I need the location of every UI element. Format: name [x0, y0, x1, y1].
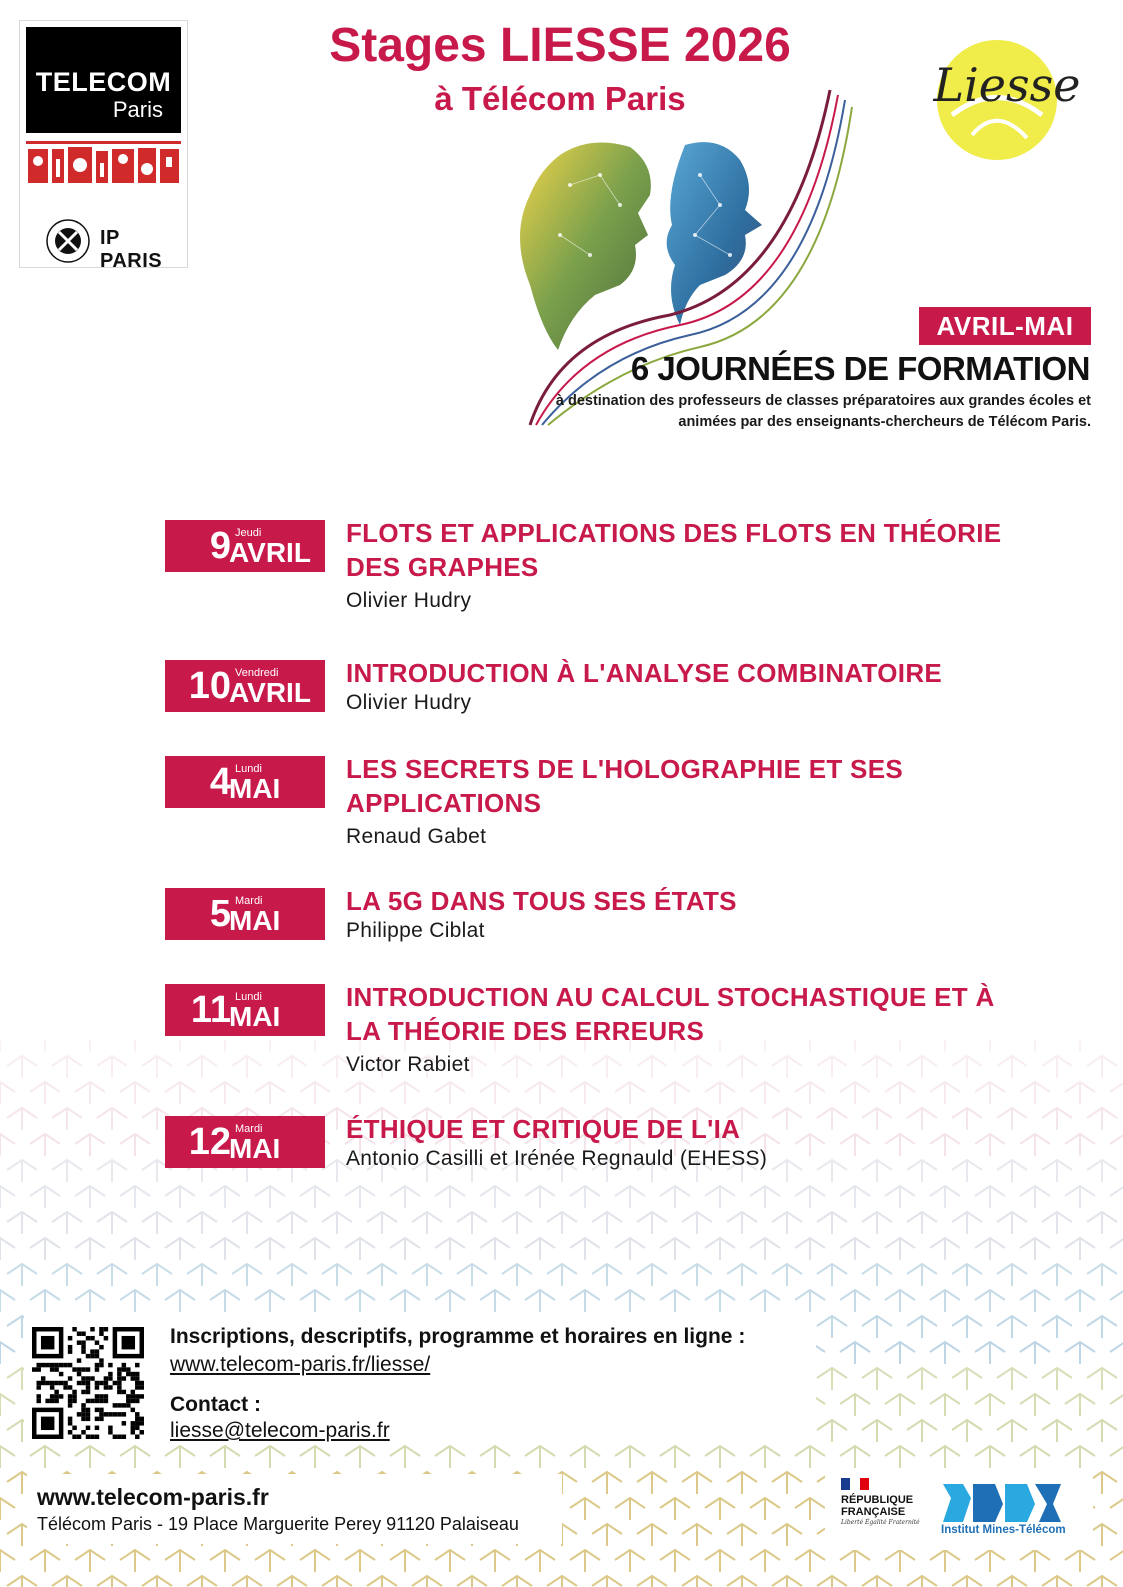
telecom-logo-word: TELECOM — [35, 67, 172, 97]
rf-line-1: RÉPUBLIQUE — [841, 1494, 914, 1506]
session-speaker: Philippe Ciblat — [346, 919, 485, 942]
session-speaker: Antonio Casilli et Irénée Regnauld (EHESS) — [346, 1147, 768, 1170]
contact-heading: Contact : — [170, 1393, 261, 1416]
page-title: Stages LIESSE 2026 — [329, 19, 791, 72]
training-days-headline: 6 JOURNÉES DE FORMATION — [630, 350, 1090, 387]
date-month: MAI — [229, 905, 281, 936]
registration-link[interactable]: www.telecom-paris.fr/liesse/ — [170, 1353, 431, 1376]
session-title: LES SECRETS DE L'HOLOGRAPHIE ET SES APPLICATIONS — [346, 754, 903, 818]
registration-heading: Inscriptions, descriptifs, programme et horaires en ligne : — [170, 1325, 746, 1348]
liesse-logo — [912, 20, 1102, 160]
contact-email-link[interactable]: liesse@telecom-paris.fr — [170, 1419, 390, 1442]
registration-panel — [24, 1315, 816, 1443]
date-month: AVRIL — [229, 677, 311, 708]
telecom-logo-city: Paris — [112, 97, 163, 122]
footer-website[interactable]: www.telecom-paris.fr — [37, 1484, 269, 1510]
date-day: 10 — [188, 665, 231, 707]
rf-line-2: FRANÇAISE — [841, 1506, 906, 1518]
date-badge — [165, 520, 325, 572]
date-weekday: Jeudi — [235, 527, 262, 539]
date-month: MAI — [229, 773, 281, 804]
session-title: INTRODUCTION À L'ANALYSE COMBINATOIRE — [346, 658, 943, 688]
french-flag-icon — [841, 1478, 869, 1490]
page-subtitle: à Télécom Paris — [434, 80, 686, 117]
date-badge — [165, 660, 325, 712]
date-weekday: Lundi — [235, 991, 262, 1003]
date-weekday: Lundi — [235, 763, 262, 775]
date-badge — [165, 984, 325, 1036]
session-title: LA 5G DANS TOUS SES ÉTATS — [346, 886, 737, 916]
period-badge: AVRIL-MAI — [919, 307, 1091, 345]
date-weekday: Mardi — [235, 895, 263, 907]
session-speaker: Olivier Hudry — [346, 691, 472, 714]
footer-address-block — [27, 1474, 562, 1544]
telecom-red-frieze-icon — [26, 139, 181, 185]
qr-code-icon[interactable] — [32, 1327, 144, 1439]
training-description: à destination des professeurs de classes préparatoires aux grandes écoles et animées par des enseignants-chercheurs de Télécom Paris. — [555, 393, 1091, 430]
date-weekday: Vendredi — [235, 667, 279, 679]
date-badge — [165, 756, 325, 808]
date-day: 9 — [209, 525, 231, 567]
partner-logos — [825, 1470, 1093, 1550]
ip-paris-label: IP PARIS — [100, 227, 163, 272]
session-title: FLOTS ET APPLICATIONS DES FLOTS EN THÉORIE DES GRAPHES — [346, 518, 1002, 582]
liesse-logo-text: Liesse — [933, 58, 1081, 112]
ip-paris-emblem-icon — [46, 219, 90, 263]
telecom-paris-logo — [19, 20, 188, 272]
session-title: ÉTHIQUE ET CRITIQUE DE L'IA — [346, 1114, 741, 1144]
session-speaker: Renaud Gabet — [346, 825, 487, 848]
date-day: 5 — [209, 893, 231, 935]
date-badge — [165, 1116, 325, 1168]
date-month: MAI — [229, 1001, 281, 1032]
date-weekday: Mardi — [235, 1123, 263, 1135]
date-month: MAI — [229, 1133, 281, 1164]
date-day: 12 — [188, 1121, 231, 1163]
session-speaker: Victor Rabiet — [346, 1053, 470, 1076]
date-badge — [165, 888, 325, 940]
date-day: 11 — [190, 989, 231, 1031]
session-speaker: Olivier Hudry — [346, 589, 472, 612]
date-day: 4 — [209, 761, 231, 803]
rf-motto: Liberté Égalité Fraternité — [841, 1519, 920, 1526]
republique-francaise-logo — [841, 1494, 913, 1518]
session-title: INTRODUCTION AU CALCUL STOCHASTIQUE ET À LA THÉORIE DES ERREURS — [346, 982, 995, 1046]
date-month: AVRIL — [229, 537, 311, 568]
imt-logo-icon — [943, 1484, 1061, 1522]
imt-label: Institut Mines-Télécom — [941, 1524, 1066, 1536]
footer-address: Télécom Paris - 19 Place Marguerite Perey 91120 Palaiseau — [37, 1514, 519, 1534]
